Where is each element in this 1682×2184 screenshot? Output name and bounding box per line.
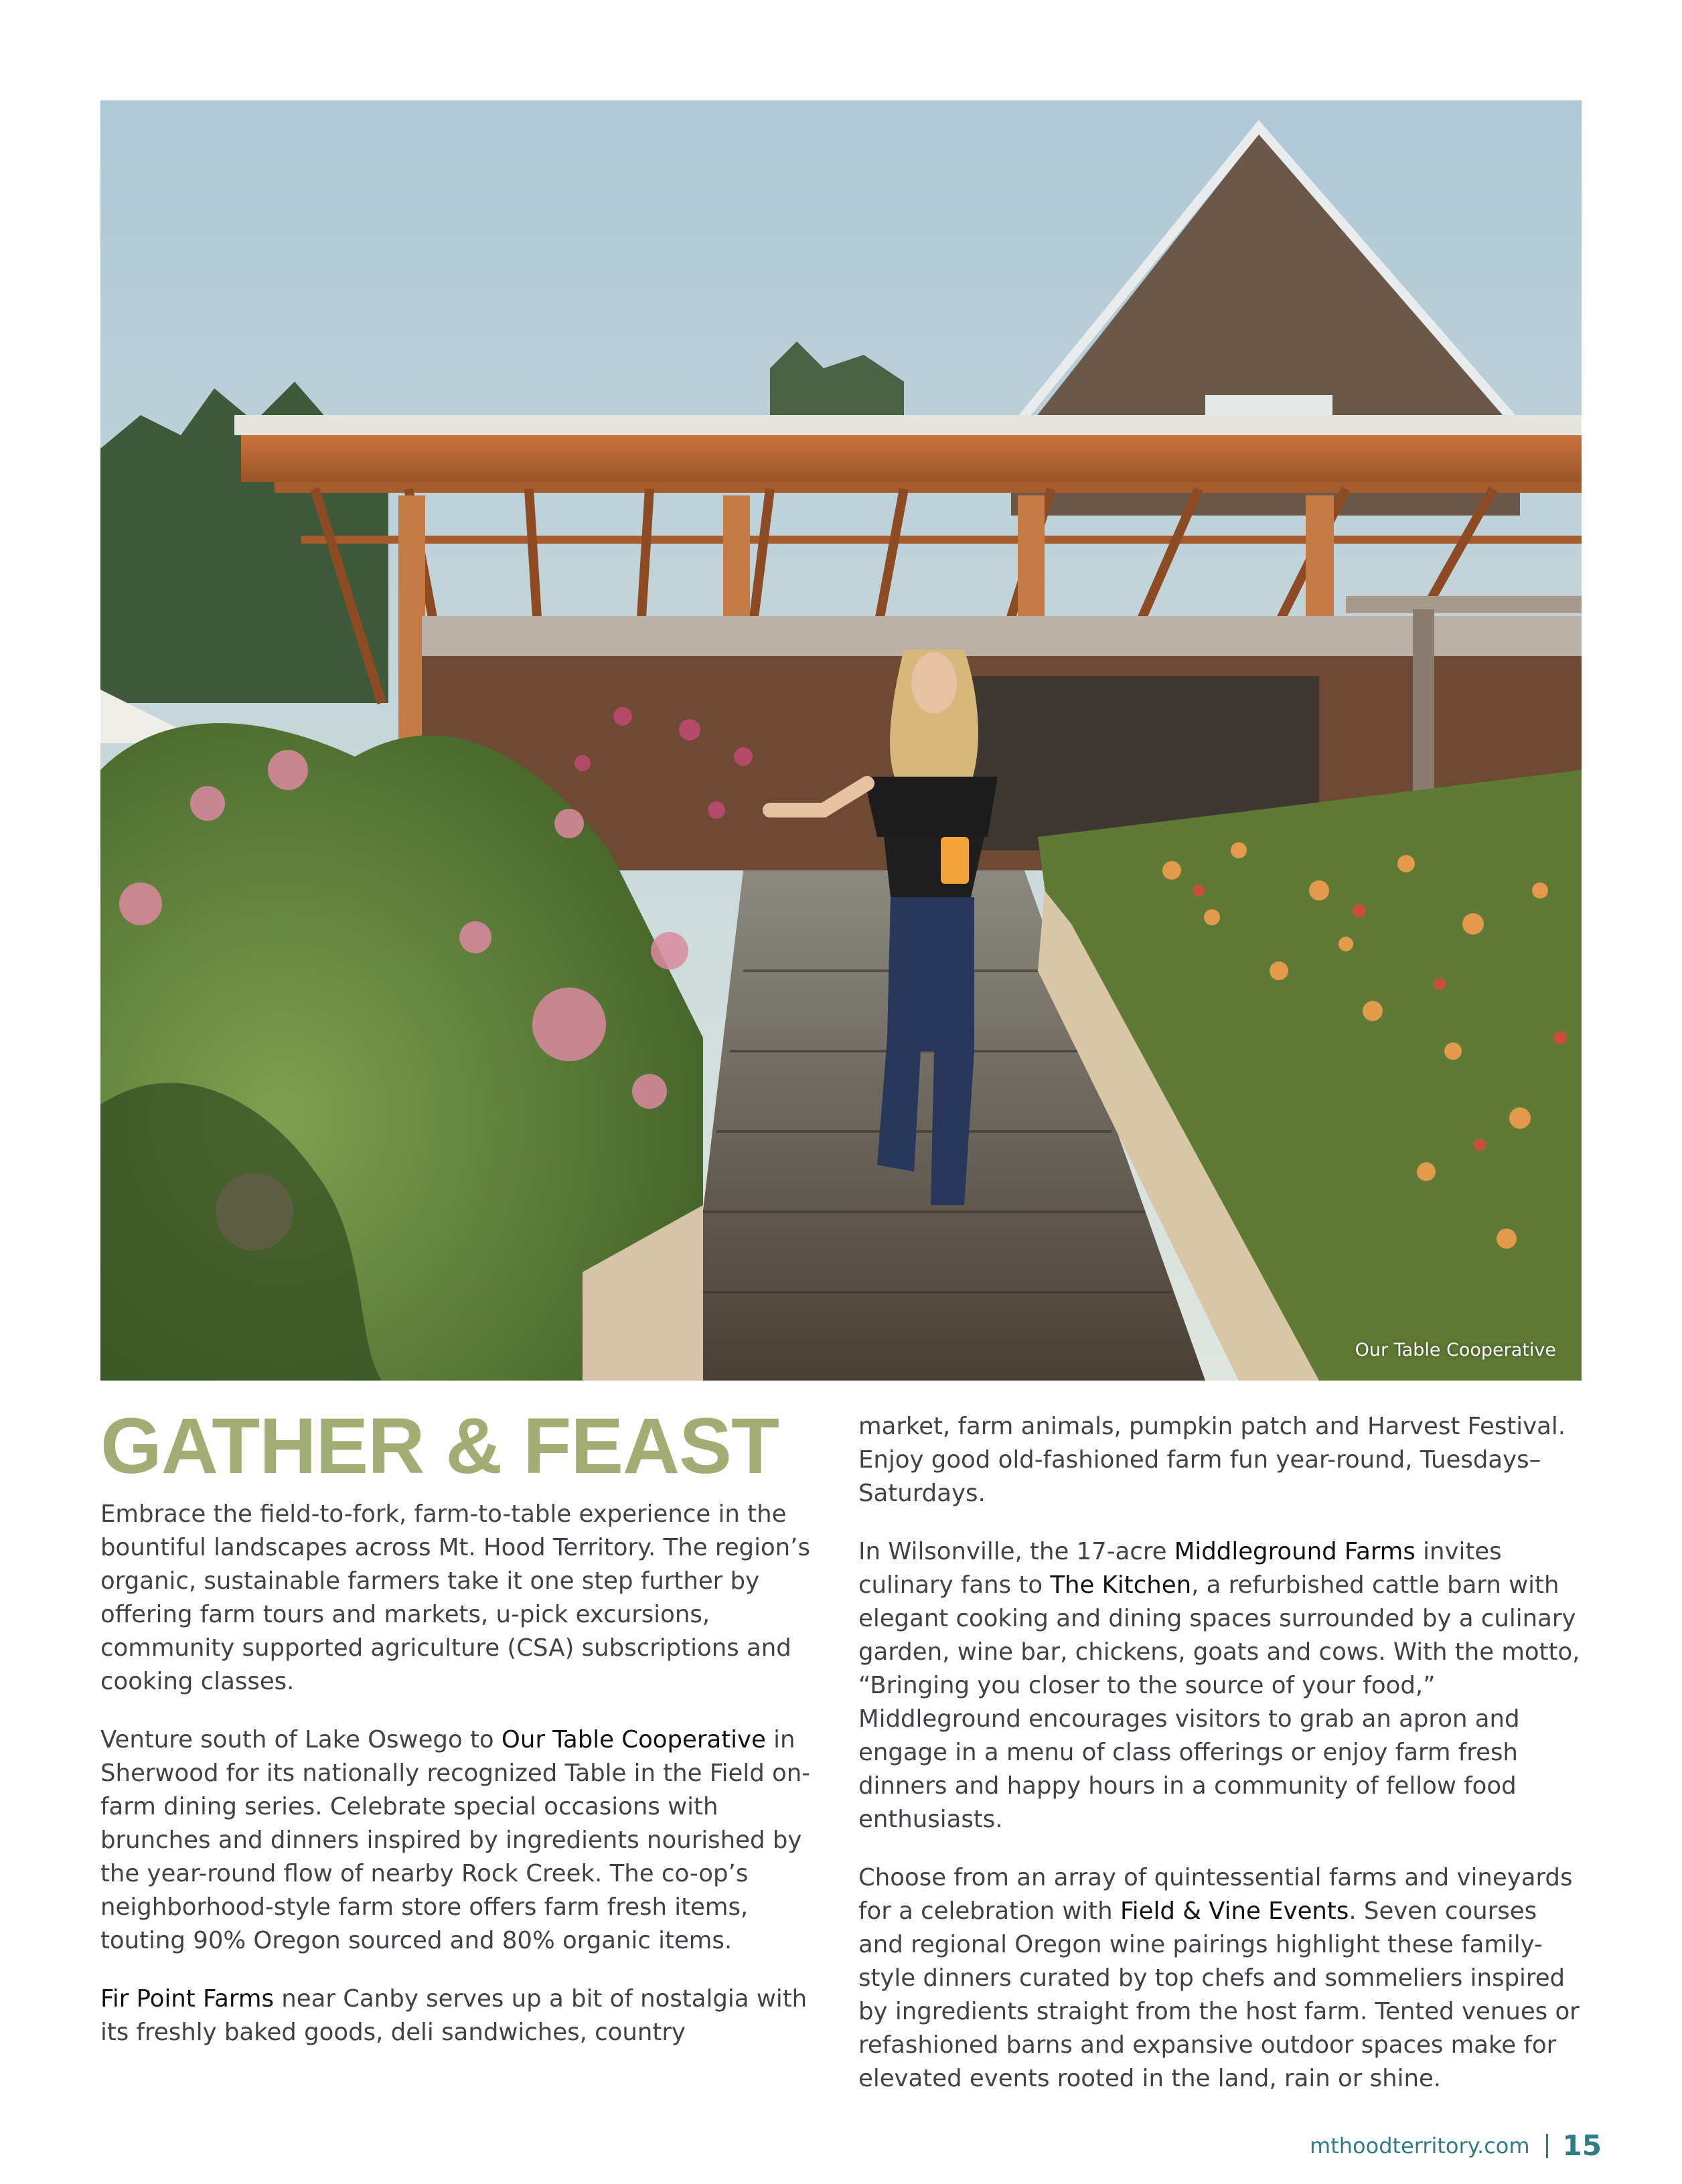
page-footer — [1310, 2129, 1602, 2162]
paragraph-our-table — [100, 1723, 820, 1958]
paragraph-fir-point — [100, 1982, 820, 2049]
article-headline: GATHER & FEAST — [100, 1402, 779, 1490]
hero-photo — [100, 100, 1582, 1381]
paragraph-text: in Sherwood for its nationally recognized Table in the Field on-farm dining series. Celebrate special occasions with brunches and dinners inspired by ingredients nourished by the year-round flow of nearby Rock Creek. The co-op’s neighborhood-style farm store offers farm fresh items, touting 90% Oregon sourced and 80% organic items. — [100, 1726, 811, 1954]
paragraph-middleground — [858, 1535, 1585, 1837]
paragraph-text: In Wilsonville, the 17-acre — [858, 1538, 1174, 1565]
paragraph-field-vine — [858, 1861, 1585, 2096]
link-the-kitchen[interactable]: The Kitchen — [1050, 1571, 1192, 1599]
paragraph-text: Choose from an array of quintessential farms and vineyards for a celebration with — [858, 1864, 1573, 1925]
photo-caption: Our Table Cooperative — [1355, 1340, 1556, 1360]
paragraph-text: invites culinary fans to — [858, 1538, 1502, 1599]
link-our-table-cooperative[interactable]: Our Table Cooperative — [501, 1726, 766, 1753]
paragraph-text: near Canby serves up a bit of nostalgia with its freshly baked goods, deli sandwiches, country — [100, 1985, 808, 2046]
footer-divider — [1546, 2134, 1548, 2158]
link-field-vine-events[interactable]: Field & Vine Events — [1120, 1897, 1349, 1925]
paragraph-intro: Embrace the field-to-fork, farm-to-table experience in the bountiful landscapes across Mt. Hood Territory. The region’s organic, sustainable farmers take it one step further by offering farm tours and markets, u-pick excursions, community supported agriculture (CSA) subscriptions and cooking classes. — [100, 1500, 810, 1695]
link-middleground-farms[interactable]: Middleground Farms — [1174, 1538, 1416, 1565]
paragraph-text: , a refurbished cattle barn with elegant cooking and dining spaces surrounded by a culinary garden, wine bar, chickens, goats and cows. With the motto, “Bringing you closer to the source of your food,” Middleground encourages visitors to grab an apron and engage in a menu of class offerings or enjoy farm fresh dinners and happy hours in a community of fellow food enthusiasts. — [858, 1571, 1580, 1833]
paragraph-text: Venture south of Lake Oswego to — [100, 1726, 502, 1753]
paragraph-text: . Seven courses and regional Oregon wine pairings highlight these family-style dinners curated by top chefs and sommeliers inspired by ingredients straight from the host farm. Tented venues or refashioned barns and expansive outdoor spaces make for elevated events rooted in the land, rain or shine. — [858, 1897, 1580, 2092]
article-column-left — [100, 1402, 820, 2074]
page-number: 15 — [1562, 2129, 1602, 2162]
article-column-right — [858, 1410, 1585, 2120]
link-fir-point-farms[interactable]: Fir Point Farms — [100, 1985, 274, 2013]
farm-scene-illustration — [100, 100, 1582, 1381]
paragraph-fir-point-continued: market, farm animals, pumpkin patch and Harvest Festival. Enjoy good old-fashioned farm fun year-round, Tuesdays–Saturdays. — [858, 1413, 1566, 1507]
footer-url[interactable]: mthoodterritory.com — [1310, 2132, 1530, 2159]
